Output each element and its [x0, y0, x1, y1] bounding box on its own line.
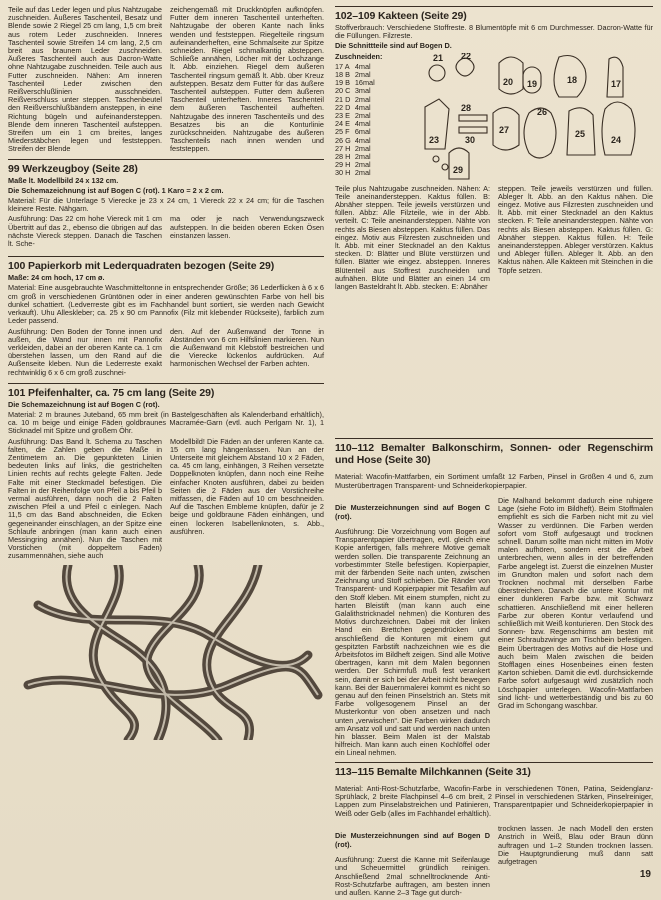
section-110-pattern: Die Musterzeichnungen sind auf Bogen C (rot).	[335, 503, 490, 521]
cut-cell: 30 H	[335, 168, 351, 178]
cut-cell: 28 H	[335, 152, 351, 162]
section-101-material: Material: 2 m braunes Juteband, 65 mm breit (in Bastelgeschäften als Kalenderband erhältlich), ca. 10 m beige und einige Fäden goldbraunes Macramée-Garn (evtl. auch Perlgarn Nr. 1), 1 Sticknadel mit Spitze und großem Öhr.	[8, 409, 324, 436]
cut-cell: 29 H	[335, 160, 351, 170]
intro-text-col1: Teile auf das Leder legen und plus Nahtzugabe zuschneiden. Äußeres Taschenteil, Besatz und Blende sowie 2 Riegel 25 cm lang, 1,5 cm breit aus rotem Leder zuschneiden. Inneres Taschenteil sowie Streifen 14 cm lang, 2,5 cm breit aus braunem Leder zuschneiden. Äußeres Taschenteil auch aus Dacron-Watte ohne Nahtzugabe zuschneiden. Teile auch aus Futter zuschneiden. Nähen: Am inneren Taschenteil Leder zwischen den Reißverschlußlinien ausschneiden. Reißverschluss unter steppen. Taschenbeutel den Reißverschlußbändern ansteppen, in eine Richtung bügeln und aufeinandersteppen. Blende dem inneren Taschenteil aufsteppen. Streifen um ein 1 cm breites, langes Miederstäbchen legen und feststeppen. Streifen der Blende	[8, 5, 162, 154]
section-101	[8, 387, 324, 561]
cactus-label-26: 26	[537, 106, 548, 117]
section-113-title: 113–115 Bemalte Milchkannen (Seite 31)	[335, 765, 531, 778]
section-99-title: 99 Werkzeugboy (Seite 28)	[8, 162, 138, 175]
macrame-knot-illustration	[8, 565, 324, 740]
cut-table	[335, 63, 379, 178]
section-102-title: 102–109 Kakteen (Seite 29)	[335, 10, 467, 22]
section-102-instructions-cont: steppen. Teile jeweils verstürzen und füllen. Ableger lt. Abb. an den Kaktus nähen. Die eingez. Motive aus Filzresten zuschneiden und lt. Abb. mit einer Stecknadel an den Kaktus stecken. F: Teile aneinandersteppen. Nähte von rechts als Biesen absteppen. Kaktus füllen. G: Abnäher steppen. Kaktus füllen. H: Teile aneinandersteppen. Ableger verstürzen. Kaktus und Ableger füllen. Ableger lt. Abb. an den Kaktus nähen. Alle Kakteen mit Steinchen in die Töpfe setzen.	[498, 183, 653, 275]
cactus-label-20: 20	[503, 76, 514, 87]
cut-row	[335, 169, 379, 177]
cactus-label-17: 17	[611, 78, 622, 89]
cactus-label-27: 27	[499, 124, 510, 135]
section-101-instructions: Ausführung: Das Band lt. Schema zu Taschen falten, die Zahlen geben die Maße in Zentimetern an. Die gepunkteten Linien bedeuten links auf links, die gestrichelten Linien rechts auf rechts gelegte Falten. Jede Falte mit einer Steckmadel befestigen. Die Falten in der Reihenfolge von Pfeil a bis Pfeil b vermal ausführen, dann noch die 2 Falten zwischen Pfeil a und Pfeil c einlegen. Nach 11,5 cm das Band abschneiden, die Ecken gegeneinander einschlagen, an der Spitze eine Schlaufe anbringen (man kann auch einen Messingring annähen). Nun die Taschen mit Vorstichen (mit doppeltem Faden) zusammennähen, siehe auch	[8, 436, 162, 561]
section-110-instructions: Ausführung: Die Vorzeichnung vom Bogen auf Transparentpapier übertragen, evtl. gleich eine Kopie anfertigen, falls mehrere Motive gemalt werden sollen. Die transparente Zeichnung an vorbestimmter Stelle befestigen. Kopierpapier, mit der färbenden Seite nach unten, zwischen Zeichnung und Stoff schieben. Die Ränder von Transparent- und Kopierpapier mit Tesafilm auf den Stoff kleben. Mit einem stumpfen, nicht zu harten Bleistift (man kann auch eine Galalithstricknadel nehmen) die Konturen des Motivs durchzeichnen. Dabei mit der linken Hand ein Brettchen gegendrücken und anschließend die Konturen mit einem gut gespitzten Farbstift nachzeichnen wie es die Arbeitsfotos im Bildheft zeigen. Sind alle Motive übertragen, kann mit dem Malen begonnen werden. Der Schirmfuß muß fest verankert sein, damit er sich bei der Arbeit nicht bewegen kann. Bei der Bauernmalerei kommt es nicht so genau auf den feinen Pinselstrich an. Stets mit Farbe vollgesogenem Pinsel an der Musterkontur von oben ansetzen und nach unten „verwischen“. Die Farben wirken dadurch am Ansatz voll und satt und werden nach unten hin blasser. Beim Malen ist der Malstab hilfreich. Man kann auch einen Kochlöffel oder ein Lineal nehmen.	[335, 527, 490, 758]
cut-cell: 2mal	[354, 143, 371, 153]
cut-cell: 21 D	[335, 94, 351, 104]
cut-cell: 25 F	[335, 127, 350, 137]
cut-cell: 2mal	[354, 94, 371, 104]
cut-cell: 4mal	[354, 135, 371, 145]
intro-text	[8, 6, 324, 154]
cactus-label-23: 23	[429, 134, 440, 145]
intro-text-col2: zeichengemäß mit Druckknöpfen aufknöpfen. Futter dem inneren Taschenteil unterheften. Nahtzugabe der oberen Kante nach links wenden und feststeppen. Riegelteile ringsum aufeinanderheften, eine Schmalseite zur Spitze schneiden. Riegel schmalkantig absteppen. Schließe annähen, Löcher mit der Lochzange lt. Abb. einziehen. Riegel dem äußeren Taschenteil ringsum gemäß lt. Abb. über Kreuz aufsteppen. Besatz dem Futter für das äußere Taschenteil aufsteppen. Futter dem äußeren Taschenteil unterheften. Inneres Taschenteil dem äußeren Taschenteil aufheften. Nahtzugabe des inneren Taschenteils und des Besatzes bis an die Konturlinie zurückschneiden. Nahtzugabe des äußeren Taschenteils nach innen wenden und feststeppen.	[170, 5, 324, 154]
cactus-label-22: 22	[461, 52, 472, 61]
section-110-material: Material: Wacofin-Mattfarben, ein Sortiment umfaßt 12 Farben, Pinsel in Größen 4 und 6, zum Musterübertragen Transparent- und Schneiderkopierpapier.	[335, 472, 653, 490]
cut-cell: 3mal	[354, 86, 371, 96]
section-100-size: Maße: 24 cm hoch, 17 cm ø.	[8, 273, 105, 283]
section-102-instructions: Teile plus Nahtzugabe zuschneiden. Nähen: A: Teile aneinandersteppen. Kaktus füllen. B: Abnäher steppen. Teile jeweils verstürzen und füllen. Abbz: Alle Filzteile, wie in der Abb. verteilt. C: Teile aneinandersteppen. Nähte von rechts als Biesen absteppen. Kaktus füllen. Das eingez. Motiv aus Filzresten zuschneiden und lt. Abb. mit einer Stecknadel an den Kaktus stecken. D: Blätter und Blüte verstürzen und füllen. Blätter wie eingez. absteppen. Inneres Blütenteil aus Stoffrest zuschneiden und aufnähen. Blüte und Blätter an einen 14 cm langen Basteldraht lt. Abb. stecken. E: Abnäher	[335, 183, 490, 292]
section-110-instructions-cont: Die Malhand bekommt dadurch eine ruhigere Lage (siehe Foto im Bildheft). Beim Stoffmalen empfiehlt es sich die Farben nicht mit zu viel Wasser zu verdünnen. Die Farben werden sofort vom Stoff aufgesaugt und trocknen schnell. Darum sollte man nicht mitten im Motiv malen aufhören, sondern erst die Arbeit unterbrechen, wenn alles in der betreffenden Farbe angelegt ist. Zuerst die einzelnen Muster im Grundton malen und sofort nach dem Trocknen nochmal mit derselben Farbe überstreichen. Danach die untere Kontur mit einer dunkleren Farbe bzw. mit Schwarz schattieren. Anschließend mit einer helleren Farbe zur oberen Kontur verlaufend und schließlich mit Weiß konturieren. Den Stock des Sonnen- bzw. Regenschirms am besten mit einer Schraubzwinge am Tischbein befestigen. Beim Übertragen des Motivs auf die Hose und auch beim Malen zwischen die beiden Stofflagen eines Hosenbeines einen festen Karton schieben. Damit die evtl. durchsickernde Farbe sofort aufgesaugt wird zusätzlich noch Löschpapier unterlegen. Wacofin-Mattfarben sind licht- und wetterbeständig und bis zu 60 Grad im Schongang waschbar.	[498, 496, 653, 711]
section-100-instructions-cont: den. Auf der Außenwand der Tonne in Abständen von 6 cm Hilfslinien markieren. Nun die Außenwand mit Klebstoff bestreichen und die Vierecke lückenlos aufdrücken. Auf harmonischen Wechsel der Farben achten.	[170, 326, 324, 369]
cut-cell: 20 C	[335, 86, 351, 96]
section-99-material: Material: Für die Unterlage 5 Vierecke je 23 x 24 cm, 1 Viereck 22 x 24 cm; für die Taschen kleinere Reste. Nähgarn.	[8, 196, 324, 214]
cactus-pieces-illustration	[419, 53, 651, 183]
section-101-instructions-cont: Modellbild! Die Fäden an der unferen Kante ca. 15 cm lang hängenlassen. Nun an der Unterseite mit gleichem Abstand 10 x 2 Fäden, ca. 45 cm lang, einhängen, 3 Reihen versetzte Doppelknoten knüpfen, dann noch eine Reihe einfacher Knoten ausführen, dabei zu beiden Seiten die 2 Fäden aus der Vorstichreihe mitfassen, die Fäden auf 10 cm beschneiden. Auf die Taschen Embleme knüpfen, dafür je 2 beige und goldbraune Fäden einhängen, und einen lockeren Isabellenknoten, s. Abb., ausführen.	[170, 436, 324, 536]
section-110-title: 110–112 Bemalter Balkonschirm, Sonnen- oder Regenschirm und Hose (Seite 30)	[335, 442, 653, 466]
section-102-pattern: Die Schnittteile sind auf Bogen D.	[335, 41, 452, 51]
cut-cell: 27 H	[335, 143, 351, 153]
section-101-title: 101 Pfeifenhalter, ca. 75 cm lang (Seite 29)	[8, 386, 215, 399]
cut-cell: 2mal	[354, 152, 371, 162]
section-101-pattern: Die Schemazeichnung ist auf Bogen C (rot).	[8, 399, 160, 409]
section-113-instructions-cont: trocknen lassen. Je nach Modell den ersten Anstrich in Weiß, Blau oder Braun dünn auftragen und 1–2 Stunden trocknen lassen. Die Hauptgrundierung muß dann satt aufgetragen	[498, 824, 653, 866]
section-100	[8, 260, 324, 376]
section-113	[335, 766, 653, 897]
cut-cell: 22 D	[335, 102, 351, 112]
cut-cell: 4mal	[354, 119, 371, 129]
section-99-instructions-cont: ma oder je nach Verwendungszweck aufsteppen. In die beiden oberen Ecken Ösen einstanzen lassen.	[170, 214, 324, 240]
section-100-material: Material: Eine ausgebrauchte Waschmitteltonne in entsprechender Größe; 36 Lederflicken à 6 x 6 cm groß in verschiedenen Grüntönen oder in einer anderen gewünschten Farbe von hell bis dunkel schattiert. (Ledverreste gibt es im Fachhandel bunt sortiert, sie werden nach Gewicht verkauft). Uhu Alleskleber; ca. 25 x 90 cm Pannofix (Filz mit klebender Rückseite), farblich zum Leder passend.	[8, 283, 324, 326]
cactus-label-28: 28	[461, 102, 472, 113]
cactus-label-30: 30	[465, 134, 476, 145]
section-100-title: 100 Papierkorb mit Lederquadraten bezogen (Seite 29)	[8, 260, 275, 273]
page-number: 19	[639, 869, 651, 880]
cactus-label-25: 25	[575, 128, 586, 139]
section-113-material: Material: Anti-Rost-Schutzfarbe, Wacofin-Farbe in verschiedenen Tönen, Patina, Seidenglanz-Sprühlack, 2 breite Flachpinsel 4–6 cm breit, 2 Pinsel in verschiedenen Stärken, Pinselreiniger, Lappen zum Pinselabstreichen und Patinieren, Transparentpapier und Schneiderkopierpapier in Weiß oder Gelb (alles im Fachhandel erhältlich).	[335, 783, 653, 818]
cut-cell: 18 B	[335, 70, 351, 80]
cactus-label-21: 21	[433, 52, 444, 63]
cut-cell: 24 E	[335, 119, 351, 129]
right-column	[335, 6, 653, 291]
cut-cell: 2mal	[354, 70, 371, 80]
section-113-pattern: Die Musterzeichnungen sind auf Bogen D (rot).	[335, 831, 490, 849]
lower-right-block	[335, 438, 653, 897]
section-113-instructions: Ausführung: Zuerst die Kanne mit Seifenlauge und Scheuermittel gründlich reinigen. Anschließend 2mal schnelltrocknende Anti-Rost-Schutzfarbe auftragen, am besten innen und außen. Kanne 2–3 Tage gut durch-	[335, 855, 490, 897]
section-110	[335, 442, 653, 758]
cut-cell: 4mal	[354, 61, 371, 71]
section-99-pattern: Die Schemazeichnung ist auf Bogen C (rot). 1 Karo = 2 x 2 cm.	[8, 185, 224, 195]
cut-cell: 16mal	[354, 78, 375, 88]
left-column	[8, 6, 324, 740]
cut-cell: 4mal	[354, 102, 371, 112]
section-100-instructions: Ausführung: Den Boden der Tonne innen und außen, die Wand nur innen mit Pannofix verkleiden, dabei an der oberen Kante ca. 1 cm überstehen lassen, um den Rand auf die Außenseite kleben. Nun die Lederreste exakt rechtwinklig 6 x 6 cm groß zuschnei-	[8, 326, 162, 377]
cut-cell: 26 G	[335, 135, 351, 145]
cut-cell: 19 B	[335, 78, 351, 88]
cut-cell: 17 A	[335, 61, 350, 71]
cut-cell: 23 E	[335, 111, 351, 121]
section-102-material: Stoffverbrauch: Verschiedene Stoffreste. 8 Blumentöpfe mit 6 cm Durchmesser. Dacron-Watte für die Füllungen. Filzreste.	[335, 23, 653, 41]
cut-cell: 2mal	[354, 111, 371, 121]
section-99-instructions: Ausführung: Das 22 cm hohe Viereck mit 1 cm Übertritt auf das 2., ebenso die übrigen auf das nächste Viereck steppen. Danach die Taschen lt. Sche-	[8, 214, 162, 249]
section-99-size: Maße lt. Modellbild 24 x 132 cm.	[8, 175, 119, 185]
cut-cell: 6mal	[354, 127, 371, 137]
cut-cell: 2mal	[354, 168, 371, 178]
section-102	[335, 10, 653, 291]
section-99	[8, 163, 324, 249]
cut-heading: Zuschneiden:	[335, 51, 383, 61]
cactus-label-24: 24	[611, 134, 622, 145]
cut-cell: 2mal	[354, 160, 371, 170]
cactus-label-19: 19	[527, 78, 538, 89]
cactus-label-29: 29	[453, 164, 464, 175]
cactus-label-18: 18	[567, 74, 578, 85]
